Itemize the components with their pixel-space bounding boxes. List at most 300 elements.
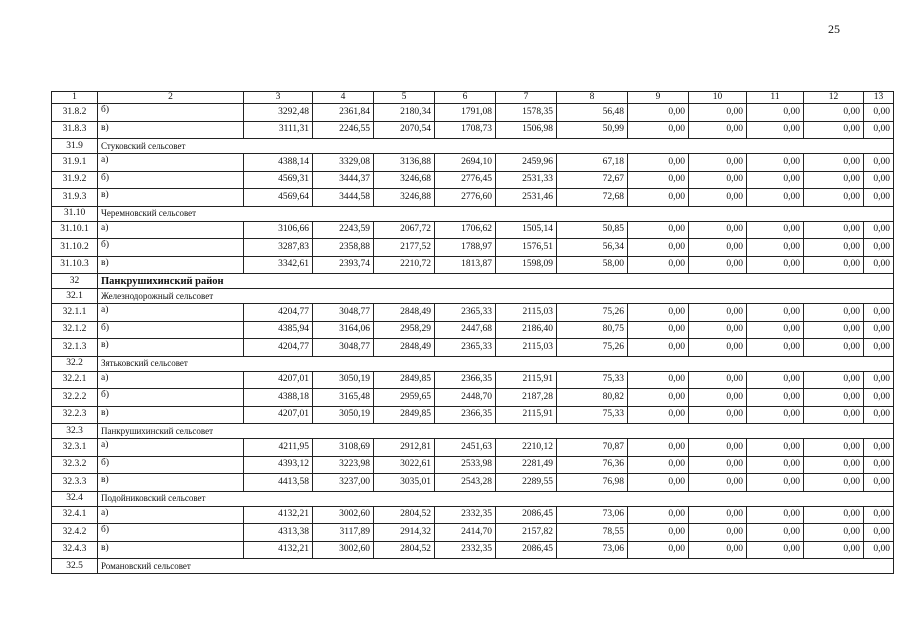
value-cell: 3223,98	[313, 456, 374, 474]
table-row	[52, 239, 894, 257]
value-cell: 0,00	[628, 189, 689, 207]
value-cell: 3117,89	[313, 524, 374, 542]
group-row	[52, 289, 894, 304]
value-cell: 0,00	[747, 371, 804, 389]
value-cell: 0,00	[804, 541, 864, 559]
value-cell: 56,48	[557, 104, 628, 122]
group-row	[52, 424, 894, 439]
row-code: 31.9.3	[52, 189, 98, 207]
table-row	[52, 304, 894, 322]
value-cell: 2447,68	[435, 321, 496, 339]
table-row	[52, 389, 894, 407]
value-cell: 1708,73	[435, 121, 496, 139]
value-cell: 73,06	[557, 506, 628, 524]
value-cell: 3237,00	[313, 474, 374, 492]
value-cell: 0,00	[804, 456, 864, 474]
header-cell: 10	[689, 92, 747, 104]
value-cell: 0,00	[628, 506, 689, 524]
value-cell: 0,00	[747, 339, 804, 357]
row-code: 32	[52, 274, 98, 289]
value-cell: 0,00	[689, 389, 747, 407]
value-cell: 2210,12	[496, 439, 557, 457]
table-row	[52, 256, 894, 274]
group-name: Стуковский сельсовет	[98, 139, 894, 154]
value-cell: 0,00	[747, 456, 804, 474]
row-code: 32.1	[52, 289, 98, 304]
row-code: 32.3.1	[52, 439, 98, 457]
group-row	[52, 356, 894, 371]
table-row	[52, 104, 894, 122]
value-cell: 80,75	[557, 321, 628, 339]
table-row	[52, 439, 894, 457]
value-cell: 0,00	[864, 389, 894, 407]
district-name: Панкрушихинский район	[98, 274, 894, 289]
header-cell: 5	[374, 92, 435, 104]
header-cell: 6	[435, 92, 496, 104]
value-cell: 0,00	[689, 406, 747, 424]
row-code: 32.3.3	[52, 474, 98, 492]
value-cell: 0,00	[804, 256, 864, 274]
value-cell: 3136,88	[374, 154, 435, 172]
value-cell: 2459,96	[496, 154, 557, 172]
district-row	[52, 274, 894, 289]
value-cell: 4388,18	[244, 389, 313, 407]
value-cell: 0,00	[689, 541, 747, 559]
value-cell: 3329,08	[313, 154, 374, 172]
value-cell: 4132,21	[244, 506, 313, 524]
value-cell: 2067,72	[374, 221, 435, 239]
value-cell: 0,00	[864, 339, 894, 357]
value-cell: 0,00	[628, 439, 689, 457]
value-cell: 0,00	[747, 121, 804, 139]
row-code: 32.5	[52, 559, 98, 574]
table-row	[52, 406, 894, 424]
value-cell: 75,26	[557, 304, 628, 322]
group-row	[52, 559, 894, 574]
value-cell: 0,00	[689, 506, 747, 524]
value-cell: 0,00	[747, 541, 804, 559]
value-cell: 1706,62	[435, 221, 496, 239]
value-cell: 2187,28	[496, 389, 557, 407]
value-cell: 0,00	[689, 189, 747, 207]
value-cell: 2804,52	[374, 541, 435, 559]
value-cell: 0,00	[628, 339, 689, 357]
value-cell: 0,00	[689, 221, 747, 239]
value-cell: 0,00	[628, 104, 689, 122]
value-cell: 0,00	[864, 189, 894, 207]
value-cell: 0,00	[747, 389, 804, 407]
value-cell: 0,00	[689, 371, 747, 389]
value-cell: 3002,60	[313, 506, 374, 524]
value-cell: 0,00	[747, 256, 804, 274]
row-letter: в)	[98, 256, 244, 274]
value-cell: 2086,45	[496, 506, 557, 524]
table-row	[52, 121, 894, 139]
value-cell: 2912,81	[374, 439, 435, 457]
row-letter: в)	[98, 189, 244, 207]
value-cell: 0,00	[804, 406, 864, 424]
value-cell: 0,00	[864, 506, 894, 524]
value-cell: 4385,94	[244, 321, 313, 339]
value-cell: 2448,70	[435, 389, 496, 407]
row-code: 32.3	[52, 424, 98, 439]
value-cell: 3292,48	[244, 104, 313, 122]
value-cell: 0,00	[628, 524, 689, 542]
value-cell: 0,00	[628, 304, 689, 322]
value-cell: 0,00	[804, 239, 864, 257]
value-cell: 80,82	[557, 389, 628, 407]
group-row	[52, 139, 894, 154]
value-cell: 0,00	[689, 524, 747, 542]
value-cell: 2958,29	[374, 321, 435, 339]
value-cell: 3165,48	[313, 389, 374, 407]
group-name: Зятьковский сельсовет	[98, 356, 894, 371]
value-cell: 1788,97	[435, 239, 496, 257]
value-cell: 76,98	[557, 474, 628, 492]
value-cell: 0,00	[689, 239, 747, 257]
value-cell: 0,00	[689, 339, 747, 357]
row-code: 32.2.2	[52, 389, 98, 407]
group-row	[52, 491, 894, 506]
value-cell: 0,00	[864, 221, 894, 239]
value-cell: 2848,49	[374, 339, 435, 357]
row-letter: б)	[98, 456, 244, 474]
header-cell: 12	[804, 92, 864, 104]
value-cell: 3048,77	[313, 339, 374, 357]
row-code: 32.4	[52, 491, 98, 506]
value-cell: 0,00	[689, 439, 747, 457]
row-code: 31.10.2	[52, 239, 98, 257]
value-cell: 2694,10	[435, 154, 496, 172]
header-cell: 7	[496, 92, 557, 104]
value-cell: 3287,83	[244, 239, 313, 257]
value-cell: 2804,52	[374, 506, 435, 524]
value-cell: 72,68	[557, 189, 628, 207]
row-code: 31.9.2	[52, 171, 98, 189]
value-cell: 0,00	[864, 474, 894, 492]
value-cell: 3050,19	[313, 371, 374, 389]
row-code: 32.4.1	[52, 506, 98, 524]
value-cell: 0,00	[804, 121, 864, 139]
header-cell: 3	[244, 92, 313, 104]
row-code: 31.9.1	[52, 154, 98, 172]
value-cell: 2186,40	[496, 321, 557, 339]
value-cell: 1791,08	[435, 104, 496, 122]
value-cell: 2543,28	[435, 474, 496, 492]
value-cell: 2531,46	[496, 189, 557, 207]
value-cell: 2848,49	[374, 304, 435, 322]
row-code: 31.9	[52, 139, 98, 154]
value-cell: 76,36	[557, 456, 628, 474]
value-cell: 0,00	[864, 154, 894, 172]
value-cell: 2849,85	[374, 406, 435, 424]
value-cell: 2531,33	[496, 171, 557, 189]
header-cell: 9	[628, 92, 689, 104]
row-code: 32.4.2	[52, 524, 98, 542]
value-cell: 0,00	[804, 171, 864, 189]
value-cell: 4207,01	[244, 406, 313, 424]
value-cell: 0,00	[804, 189, 864, 207]
row-letter: а)	[98, 304, 244, 322]
row-letter: б)	[98, 524, 244, 542]
value-cell: 3246,88	[374, 189, 435, 207]
value-cell: 0,00	[747, 321, 804, 339]
table-row	[52, 474, 894, 492]
value-cell: 0,00	[864, 371, 894, 389]
value-cell: 0,00	[864, 304, 894, 322]
row-letter: б)	[98, 389, 244, 407]
group-row	[52, 206, 894, 221]
value-cell: 3022,61	[374, 456, 435, 474]
row-code: 32.1.1	[52, 304, 98, 322]
value-cell: 78,55	[557, 524, 628, 542]
row-code: 31.8.2	[52, 104, 98, 122]
row-letter: в)	[98, 121, 244, 139]
value-cell: 2914,32	[374, 524, 435, 542]
value-cell: 0,00	[864, 524, 894, 542]
value-cell: 0,00	[628, 371, 689, 389]
value-cell: 0,00	[747, 189, 804, 207]
row-letter: в)	[98, 541, 244, 559]
value-cell: 2365,33	[435, 304, 496, 322]
value-cell: 75,33	[557, 371, 628, 389]
row-letter: в)	[98, 406, 244, 424]
value-cell: 56,34	[557, 239, 628, 257]
row-code: 32.4.3	[52, 541, 98, 559]
value-cell: 3444,37	[313, 171, 374, 189]
value-cell: 0,00	[804, 524, 864, 542]
row-letter: а)	[98, 221, 244, 239]
value-cell: 4569,64	[244, 189, 313, 207]
value-cell: 4569,31	[244, 171, 313, 189]
table-row	[52, 524, 894, 542]
table-row	[52, 456, 894, 474]
value-cell: 0,00	[628, 239, 689, 257]
value-cell: 0,00	[628, 406, 689, 424]
value-cell: 0,00	[628, 474, 689, 492]
row-code: 32.1.3	[52, 339, 98, 357]
value-cell: 2365,33	[435, 339, 496, 357]
row-code: 31.10.1	[52, 221, 98, 239]
row-code: 31.10.3	[52, 256, 98, 274]
tariff-table	[51, 91, 894, 574]
row-letter: а)	[98, 154, 244, 172]
value-cell: 0,00	[804, 439, 864, 457]
row-letter: б)	[98, 171, 244, 189]
value-cell: 3444,58	[313, 189, 374, 207]
value-cell: 0,00	[689, 104, 747, 122]
value-cell: 2157,82	[496, 524, 557, 542]
group-name: Подойниковский сельсовет	[98, 491, 894, 506]
group-name: Романовский сельсовет	[98, 559, 894, 574]
value-cell: 0,00	[747, 304, 804, 322]
value-cell: 0,00	[628, 154, 689, 172]
row-letter: а)	[98, 371, 244, 389]
value-cell: 0,00	[864, 104, 894, 122]
header-cell: 1	[52, 92, 98, 104]
row-letter: а)	[98, 439, 244, 457]
value-cell: 3246,68	[374, 171, 435, 189]
value-cell: 2533,98	[435, 456, 496, 474]
group-name: Железнодорожный сельсовет	[98, 289, 894, 304]
value-cell: 1505,14	[496, 221, 557, 239]
table-row	[52, 154, 894, 172]
value-cell: 0,00	[804, 221, 864, 239]
value-cell: 3035,01	[374, 474, 435, 492]
header-cell: 4	[313, 92, 374, 104]
value-cell: 2177,52	[374, 239, 435, 257]
row-code: 32.2.1	[52, 371, 98, 389]
group-name: Черемновский сельсовет	[98, 206, 894, 221]
value-cell: 0,00	[747, 221, 804, 239]
row-letter: в)	[98, 474, 244, 492]
header-cell: 11	[747, 92, 804, 104]
value-cell: 0,00	[804, 154, 864, 172]
value-cell: 2180,34	[374, 104, 435, 122]
value-cell: 0,00	[804, 104, 864, 122]
value-cell: 0,00	[689, 154, 747, 172]
value-cell: 0,00	[747, 406, 804, 424]
value-cell: 3342,61	[244, 256, 313, 274]
value-cell: 50,99	[557, 121, 628, 139]
value-cell: 1578,35	[496, 104, 557, 122]
value-cell: 4211,95	[244, 439, 313, 457]
value-cell: 2776,45	[435, 171, 496, 189]
value-cell: 0,00	[804, 371, 864, 389]
header-row	[52, 92, 894, 104]
table-row	[52, 371, 894, 389]
value-cell: 4204,77	[244, 339, 313, 357]
value-cell: 2115,91	[496, 406, 557, 424]
value-cell: 0,00	[747, 506, 804, 524]
value-cell: 0,00	[864, 256, 894, 274]
value-cell: 0,00	[864, 439, 894, 457]
row-code: 32.3.2	[52, 456, 98, 474]
table-row	[52, 321, 894, 339]
value-cell: 2281,49	[496, 456, 557, 474]
value-cell: 58,00	[557, 256, 628, 274]
value-cell: 2776,60	[435, 189, 496, 207]
header-cell: 8	[557, 92, 628, 104]
value-cell: 72,67	[557, 171, 628, 189]
value-cell: 0,00	[689, 321, 747, 339]
value-cell: 3002,60	[313, 541, 374, 559]
value-cell: 0,00	[689, 256, 747, 274]
value-cell: 0,00	[804, 474, 864, 492]
table-row	[52, 189, 894, 207]
value-cell: 0,00	[864, 171, 894, 189]
value-cell: 2414,70	[435, 524, 496, 542]
value-cell: 4413,58	[244, 474, 313, 492]
value-cell: 0,00	[628, 256, 689, 274]
value-cell: 3048,77	[313, 304, 374, 322]
row-letter: а)	[98, 506, 244, 524]
value-cell: 2086,45	[496, 541, 557, 559]
value-cell: 2358,88	[313, 239, 374, 257]
row-letter: б)	[98, 321, 244, 339]
row-code: 32.2.3	[52, 406, 98, 424]
table-row	[52, 506, 894, 524]
value-cell: 0,00	[747, 439, 804, 457]
page-number: 25	[828, 22, 840, 36]
value-cell: 2246,55	[313, 121, 374, 139]
value-cell: 70,87	[557, 439, 628, 457]
value-cell: 2366,35	[435, 406, 496, 424]
value-cell: 2243,59	[313, 221, 374, 239]
value-cell: 2289,55	[496, 474, 557, 492]
value-cell: 3106,66	[244, 221, 313, 239]
value-cell: 3164,06	[313, 321, 374, 339]
value-cell: 4388,14	[244, 154, 313, 172]
value-cell: 4393,12	[244, 456, 313, 474]
value-cell: 75,26	[557, 339, 628, 357]
value-cell: 0,00	[804, 321, 864, 339]
value-cell: 0,00	[804, 304, 864, 322]
row-code: 32.2	[52, 356, 98, 371]
table-row	[52, 541, 894, 559]
value-cell: 4132,21	[244, 541, 313, 559]
value-cell: 1576,51	[496, 239, 557, 257]
value-cell: 2210,72	[374, 256, 435, 274]
value-cell: 1598,09	[496, 256, 557, 274]
value-cell: 0,00	[689, 121, 747, 139]
value-cell: 4207,01	[244, 371, 313, 389]
value-cell: 0,00	[804, 389, 864, 407]
value-cell: 0,00	[747, 171, 804, 189]
row-code: 31.10	[52, 206, 98, 221]
value-cell: 4313,38	[244, 524, 313, 542]
row-letter: в)	[98, 339, 244, 357]
value-cell: 2393,74	[313, 256, 374, 274]
value-cell: 0,00	[628, 389, 689, 407]
value-cell: 1813,87	[435, 256, 496, 274]
value-cell: 0,00	[864, 406, 894, 424]
group-name: Панкрушихинский сельсовет	[98, 424, 894, 439]
value-cell: 0,00	[864, 121, 894, 139]
value-cell: 3108,69	[313, 439, 374, 457]
value-cell: 4204,77	[244, 304, 313, 322]
table-row	[52, 339, 894, 357]
value-cell: 67,18	[557, 154, 628, 172]
value-cell: 0,00	[628, 456, 689, 474]
value-cell: 3050,19	[313, 406, 374, 424]
value-cell: 0,00	[628, 541, 689, 559]
value-cell: 0,00	[804, 339, 864, 357]
header-cell: 2	[98, 92, 244, 104]
value-cell: 0,00	[864, 321, 894, 339]
value-cell: 0,00	[747, 154, 804, 172]
value-cell: 2332,35	[435, 541, 496, 559]
value-cell: 0,00	[864, 239, 894, 257]
value-cell: 0,00	[689, 171, 747, 189]
row-letter: б)	[98, 104, 244, 122]
value-cell: 3111,31	[244, 121, 313, 139]
value-cell: 2361,84	[313, 104, 374, 122]
value-cell: 0,00	[628, 121, 689, 139]
value-cell: 2115,03	[496, 304, 557, 322]
row-code: 31.8.3	[52, 121, 98, 139]
value-cell: 2070,54	[374, 121, 435, 139]
table-row	[52, 171, 894, 189]
header-cell: 13	[864, 92, 894, 104]
value-cell: 0,00	[747, 474, 804, 492]
value-cell: 0,00	[747, 239, 804, 257]
value-cell: 0,00	[864, 541, 894, 559]
value-cell: 2115,91	[496, 371, 557, 389]
value-cell: 0,00	[747, 524, 804, 542]
table-body	[52, 92, 894, 574]
value-cell: 2849,85	[374, 371, 435, 389]
